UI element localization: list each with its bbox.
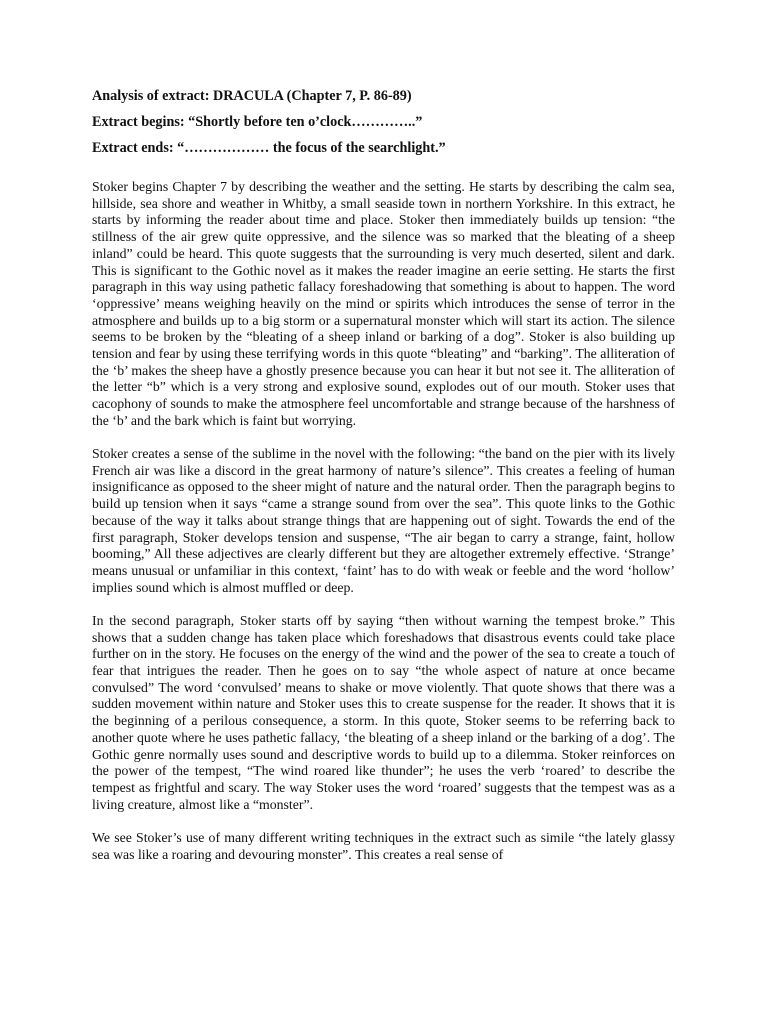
body-paragraph: We see Stoker’s use of many different writing techniques in the extract such as simile “the lately glassy sea was like a roaring and devouring monster”. This creates a real sense of xyxy=(92,829,675,862)
body-paragraph: In the second paragraph, Stoker starts off by saying “then without warning the tempest broke.” This shows that a sudden change has taken place which foreshadows that disastrous events could take place further on in the story. He focuses on the energy of the wind and the power of the sea to create a touch of fear that intrigues the reader. Then he goes on to say “the whole aspect of nature at once became convulsed” The word ‘convulsed’ means to shake or move violently. That quote shows that there was a sudden movement within nature and Stoker uses this to create suspense for the reader. It shows that it is the beginning of a perilous consequence, a storm. In this quote, Stoker seems to be referring back to another quote where he uses pathetic fallacy, ‘the bleating of a sheep inland or the barking of a dog’. The Gothic genre normally uses sound and descriptive words to build up to a dilemma. Stoker reinforces on the power of the tempest, “The wind roared like thunder”; he uses the verb ‘roared’ to describe the tempest as frightful and scary. The way Stoker uses the word ‘roared’ suggests that the tempest was as a living creature, almost like a “monster”. xyxy=(92,612,675,812)
extract-begins-line: Extract begins: “Shortly before ten o’clock…………..” xyxy=(92,114,423,130)
extract-ends-line: Extract ends: “……………… the focus of the searchlight.” xyxy=(92,140,446,156)
body-paragraph: Stoker begins Chapter 7 by describing the weather and the setting. He starts by describing the calm sea, hillside, sea shore and weather in Whitby, a small seaside town in northern Yorkshire. In this extract, he starts by informing the reader about time and place. Stoker then immediately builds up tension: “the stillness of the air grew quite oppressive, and the silence was so marked that the bleating of a sheep inland” could be heard. This quote suggests that the surrounding is very much deserted, silent and dark. This is significant to the Gothic novel as it makes the reader imagine an eerie setting. He starts the first paragraph in this way using pathetic fallacy foreshadowing that something is about to happen. The word ‘oppressive’ means weighing heavily on the mind or spirits which introduces the sense of terror in the atmosphere and builds up to a big storm or a supernatural monster which will start its action. The silence seems to be broken by the “bleating of a sheep inland or barking of a dog”. Stoker is also building up tension and fear by using these terrifying words in this quote “bleating” and “barking”. The alliteration of the ‘b’ makes the sheep have a ghostly presence because you can hear it but not see it. The alliteration of the letter “b” which is a very strong and explosive sound, explodes out of our mouth. Stoker uses that cacophony of sounds to make the atmosphere feel uncomfortable and strange because of the harshness of the ‘b’ and the bark which is faint but worrying. xyxy=(92,179,675,428)
document-title: Analysis of extract: DRACULA (Chapter 7, P. 86-89) xyxy=(92,88,412,104)
document-page xyxy=(92,86,675,880)
body-paragraph: Stoker creates a sense of the sublime in the novel with the following: “the band on the pier with its lively French air was like a discord in the great harmony of nature’s silence”. This creates a feeling of human insignificance as opposed to the sheer might of nature and the natural order. Then the paragraph begins to build up tension when it says “came a strange sound from over the sea”. This quote links to the Gothic because of the way it talks about strange things that are happening out of sight. Towards the end of the first paragraph, Stoker develops tension and suspense, “The air began to carry a strange, faint, hollow booming,” All these adjectives are clearly different but they are altogether extremely effective. ‘Strange’ means unusual or unfamiliar in this context, ‘faint’ has to do with weak or feeble and the word ‘hollow’ implies sound which is almost muffled or deep. xyxy=(92,446,675,595)
